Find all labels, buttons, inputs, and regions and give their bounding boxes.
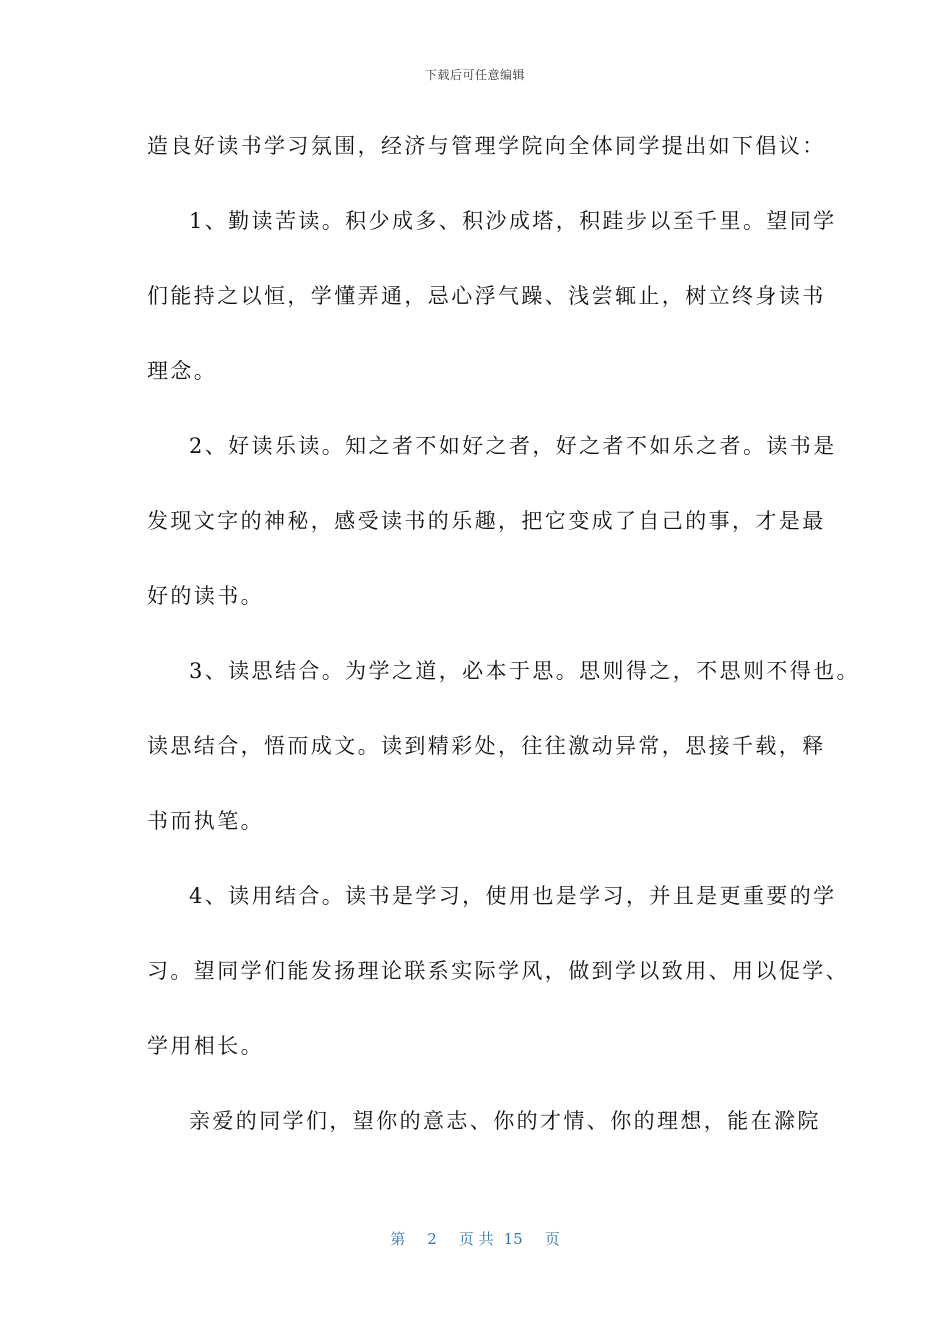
page-mid: 页 共 bbox=[458, 1230, 494, 1248]
text-line: 2、好读乐读。知之者不如好之者，好之者不如乐之者。读书是 bbox=[189, 434, 837, 458]
page-prefix: 第 bbox=[390, 1230, 406, 1248]
document-body bbox=[147, 126, 860, 1176]
text-line: 4、读用结合。读书是学习，使用也是学习，并且是更重要的学 bbox=[189, 884, 837, 908]
text-line: 好的读书。 bbox=[147, 584, 264, 608]
page-suffix: 页 bbox=[544, 1230, 560, 1248]
text-line: 们能持之以恒，学懂弄通，忌心浮气躁、浅尝辄止，树立终身读书 bbox=[147, 284, 826, 308]
page-header: 下载后可任意编辑 bbox=[424, 68, 525, 82]
page-footer bbox=[0, 1228, 950, 1249]
text-line: 1、勤读苦读。积少成多、积沙成塔，积跬步以至千里。望同学 bbox=[189, 209, 837, 233]
page-number: 2 bbox=[427, 1230, 437, 1248]
text-line: 习。望同学们能发扬理论联系实际学风，做到学以致用、用以促学、 bbox=[147, 959, 849, 983]
text-line: 3、读思结合。为学之道，必本于思。思则得之，不思则不得也。 bbox=[189, 659, 860, 683]
total-pages: 15 bbox=[503, 1230, 523, 1248]
text-line: 书而执笔。 bbox=[147, 809, 264, 833]
text-line: 理念。 bbox=[147, 359, 218, 383]
text-line: 亲爱的同学们，望你的意志、你的才情、你的理想，能在滁院 bbox=[189, 1109, 821, 1133]
text-line: 学用相长。 bbox=[147, 1034, 264, 1058]
text-line: 读思结合，悟而成文。读到精彩处，往往激动异常，思接千载，释 bbox=[147, 734, 826, 758]
text-line: 造良好读书学习氛围，经济与管理学院向全体同学提出如下倡议： bbox=[147, 134, 826, 158]
text-line: 发现文字的神秘，感受读书的乐趣，把它变成了自己的事，才是最 bbox=[147, 509, 826, 533]
